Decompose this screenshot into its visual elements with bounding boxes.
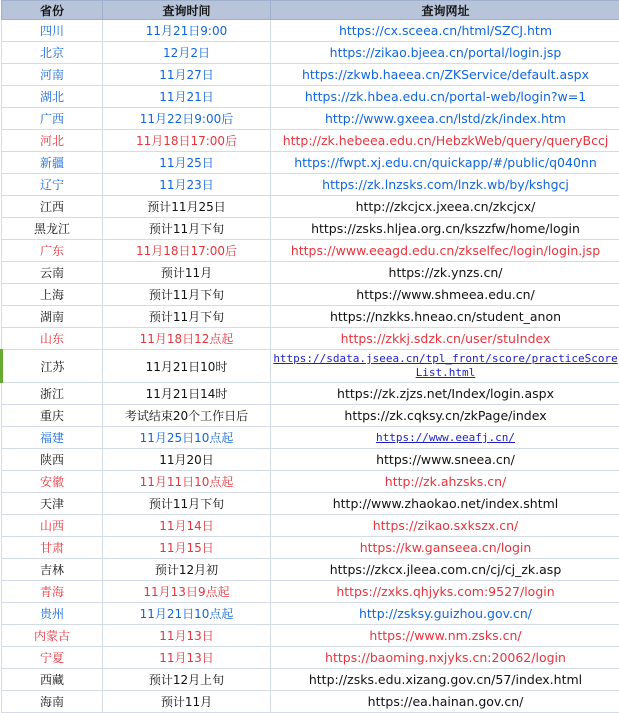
query-time-cell: 预计11月 [103,262,271,284]
table-row [2,328,619,350]
query-url-link[interactable]: https://fwpt.xj.edu.cn/quickapp/#/public/q040nn [271,152,619,174]
query-time-cell: 11月21日9:00 [103,20,271,42]
query-time-cell: 11月15日 [103,537,271,559]
province-cell: 河南 [2,64,103,86]
query-url-link[interactable]: https://sdata.jseea.cn/tpl_front/score/practiceScoreList.html [271,350,619,383]
province-cell: 四川 [2,20,103,42]
table-row [2,130,619,152]
query-time-cell: 预计11月 [103,691,271,713]
province-cell: 浙江 [2,383,103,405]
query-url-link[interactable]: https://www.sneea.cn/ [271,449,619,471]
query-time-cell: 考试结束20个工作日后 [103,405,271,427]
province-cell: 云南 [2,262,103,284]
province-cell: 天津 [2,493,103,515]
query-time-cell: 11月22日9:00后 [103,108,271,130]
table-row [2,691,619,713]
query-url-link[interactable]: https://cx.sceea.cn/html/SZCJ.htm [271,20,619,42]
query-url-link[interactable]: https://www.eeagd.edu.cn/zkselfec/login/login.jsp [271,240,619,262]
province-cell: 重庆 [2,405,103,427]
table-row [2,240,619,262]
query-url-link[interactable]: https://zk.zjzs.net/Index/login.aspx [271,383,619,405]
table-row [2,350,619,383]
province-cell: 河北 [2,130,103,152]
query-time-cell: 11月11日10点起 [103,471,271,493]
query-time-cell: 11月21日14时 [103,383,271,405]
query-time-cell: 预计11月25日 [103,196,271,218]
table-row [2,20,619,42]
province-cell: 黑龙江 [2,218,103,240]
province-cell: 广西 [2,108,103,130]
province-cell: 山东 [2,328,103,350]
province-cell: 吉林 [2,559,103,581]
table-row [2,669,619,691]
query-time-cell: 11月21日10点起 [103,603,271,625]
table-row [2,647,619,669]
query-url-link[interactable]: http://zkcjcx.jxeea.cn/zkcjcx/ [271,196,619,218]
table-row [2,427,619,449]
query-url-link[interactable]: https://ea.hainan.gov.cn/ [271,691,619,713]
query-url-link[interactable]: http://zk.hebeea.edu.cn/HebzkWeb/query/queryBccj [271,130,619,152]
query-time-cell: 11月18日12点起 [103,328,271,350]
province-cell: 甘肃 [2,537,103,559]
query-url-link[interactable]: https://zk.cqksy.cn/zkPage/index [271,405,619,427]
table-row [2,471,619,493]
province-cell: 福建 [2,427,103,449]
query-url-link[interactable]: https://zkwb.haeea.cn/ZKService/default.aspx [271,64,619,86]
province-cell: 贵州 [2,603,103,625]
query-time-cell: 11月21日 [103,86,271,108]
province-cell: 安徽 [2,471,103,493]
table-row [2,603,619,625]
province-cell: 宁夏 [2,647,103,669]
table-row [2,515,619,537]
table-row [2,218,619,240]
query-url-link[interactable]: https://zkkj.sdzk.cn/user/stuIndex [271,328,619,350]
province-cell: 北京 [2,42,103,64]
query-time-cell: 11月13日9点起 [103,581,271,603]
header-url: 查询网址 [271,1,619,20]
query-time-cell: 预计11月下旬 [103,306,271,328]
query-time-cell: 11月14日 [103,515,271,537]
province-cell: 广东 [2,240,103,262]
query-time-cell: 11月20日 [103,449,271,471]
table-row [2,196,619,218]
query-time-cell: 11月21日10时 [103,350,271,383]
query-time-cell: 11月13日 [103,647,271,669]
table-row [2,625,619,647]
table-row [2,152,619,174]
query-time-cell: 11月23日 [103,174,271,196]
query-url-link[interactable]: https://zxks.qhjyks.com:9527/login [271,581,619,603]
query-time-cell: 11月18日17:00后 [103,130,271,152]
query-time-cell: 11月27日 [103,64,271,86]
query-url-link[interactable]: https://zk.hbea.edu.cn/portal-web/login?w=1 [271,86,619,108]
query-url-link[interactable]: https://zk.ynzs.cn/ [271,262,619,284]
table-row [2,449,619,471]
header-row [2,1,619,20]
table-row [2,86,619,108]
table-row [2,581,619,603]
query-url-link[interactable]: http://zsks.edu.xizang.gov.cn/57/index.html [271,669,619,691]
province-cell: 新疆 [2,152,103,174]
query-url-link[interactable]: https://www.eeafj.cn/ [271,427,619,449]
table-row [2,559,619,581]
province-cell: 江西 [2,196,103,218]
query-time-cell: 11月25日10点起 [103,427,271,449]
query-url-link[interactable]: https://baoming.nxjyks.cn:20062/login [271,647,619,669]
table-row [2,174,619,196]
table-row [2,108,619,130]
table-row [2,306,619,328]
table-row [2,493,619,515]
query-time-cell: 11月18日17:00后 [103,240,271,262]
province-cell: 辽宁 [2,174,103,196]
query-time-cell: 预计12月初 [103,559,271,581]
query-time-cell: 预计12月上旬 [103,669,271,691]
table-row [2,405,619,427]
query-url-link[interactable]: https://nzkks.hneao.cn/student_anon [271,306,619,328]
query-time-cell: 预计11月下旬 [103,493,271,515]
query-time-cell: 11月13日 [103,625,271,647]
province-cell: 陕西 [2,449,103,471]
province-cell: 江苏 [2,350,103,383]
table-row [2,262,619,284]
query-url-link[interactable]: http://zsksy.guizhou.gov.cn/ [271,603,619,625]
table-row [2,42,619,64]
table-row [2,284,619,306]
query-url-link[interactable]: http://zk.ahzsks.cn/ [271,471,619,493]
query-time-cell: 12月2日 [103,42,271,64]
province-cell: 青海 [2,581,103,603]
province-cell: 湖南 [2,306,103,328]
header-time: 查询时间 [103,1,271,20]
province-cell: 山西 [2,515,103,537]
province-cell: 湖北 [2,86,103,108]
query-url-link[interactable]: https://zikao.bjeea.cn/portal/login.jsp [271,42,619,64]
province-cell: 内蒙古 [2,625,103,647]
query-url-link[interactable]: https://zkcx.jleea.com.cn/cj/cj_zk.asp [271,559,619,581]
query-url-link[interactable]: https://kw.ganseea.cn/login [271,537,619,559]
query-time-cell: 11月25日 [103,152,271,174]
query-url-link[interactable]: https://zk.lnzsks.com/lnzk.wb/by/kshgcj [271,174,619,196]
query-time-cell: 预计11月下旬 [103,218,271,240]
header-province: 省份 [2,1,103,20]
table-row [2,537,619,559]
province-cell: 上海 [2,284,103,306]
query-url-link[interactable]: https://zsks.hljea.org.cn/kszzfw/home/login [271,218,619,240]
query-time-cell: 预计11月下旬 [103,284,271,306]
province-cell: 西藏 [2,669,103,691]
query-url-link[interactable]: https://www.shmeea.edu.cn/ [271,284,619,306]
table-row [2,383,619,405]
query-url-link[interactable]: https://zikao.sxkszx.cn/ [271,515,619,537]
query-url-link[interactable]: http://www.gxeea.cn/lstd/zk/index.htm [271,108,619,130]
query-url-link[interactable]: https://www.nm.zsks.cn/ [271,625,619,647]
province-cell: 海南 [2,691,103,713]
table-row [2,64,619,86]
query-url-link[interactable]: http://www.zhaokao.net/index.shtml [271,493,619,515]
